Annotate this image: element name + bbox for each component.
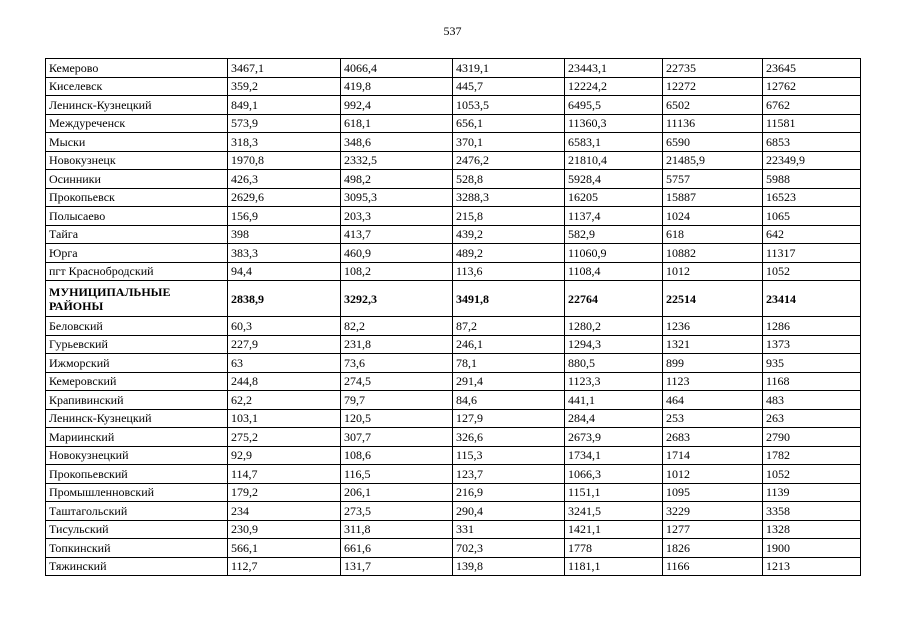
territory-name-cell: Ижморский: [46, 354, 228, 373]
value-cell: 573,9: [228, 114, 341, 133]
value-cell: 16523: [763, 188, 861, 207]
value-cell: 3229: [663, 502, 763, 521]
value-cell: 1782: [763, 446, 861, 465]
table-row: [46, 262, 861, 281]
value-cell: 11317: [763, 244, 861, 263]
territory-name-cell: Тяжинский: [46, 557, 228, 576]
territory-name-cell: Новокузнецк: [46, 151, 228, 170]
territory-name-cell: Осинники: [46, 170, 228, 189]
value-cell: 113,6: [453, 262, 565, 281]
table-row: [46, 483, 861, 502]
value-cell: 464: [663, 391, 763, 410]
value-cell: 441,1: [565, 391, 663, 410]
territory-name-cell: Прокопьевск: [46, 188, 228, 207]
value-cell: 87,2: [453, 317, 565, 336]
value-cell: 2476,2: [453, 151, 565, 170]
value-cell: 383,3: [228, 244, 341, 263]
value-cell: 1321: [663, 335, 763, 354]
value-cell: 1065: [763, 207, 861, 226]
value-cell: 11360,3: [565, 114, 663, 133]
value-cell: 5928,4: [565, 170, 663, 189]
value-cell: 231,8: [341, 335, 453, 354]
value-cell: 1139: [763, 483, 861, 502]
table-row: [46, 539, 861, 558]
value-cell: 2673,9: [565, 428, 663, 447]
value-cell: 291,4: [453, 372, 565, 391]
value-cell: 359,2: [228, 77, 341, 96]
value-cell: 1714: [663, 446, 763, 465]
value-cell: 4066,4: [341, 59, 453, 78]
table-row: [46, 335, 861, 354]
value-cell: 1778: [565, 539, 663, 558]
value-cell: 370,1: [453, 133, 565, 152]
table-row: [46, 170, 861, 189]
value-cell: 1970,8: [228, 151, 341, 170]
value-cell: 460,9: [341, 244, 453, 263]
table-row: [46, 77, 861, 96]
table-row: [46, 317, 861, 336]
value-cell: 2838,9: [228, 281, 341, 317]
value-cell: 1213: [763, 557, 861, 576]
value-cell: 112,7: [228, 557, 341, 576]
value-cell: 1236: [663, 317, 763, 336]
value-cell: 1123,3: [565, 372, 663, 391]
value-cell: 263: [763, 409, 861, 428]
table-row: [46, 207, 861, 226]
data-table: [45, 58, 861, 576]
table-row: [46, 391, 861, 410]
territory-name-cell: Прокопьевский: [46, 465, 228, 484]
value-cell: 1373: [763, 335, 861, 354]
value-cell: 3358: [763, 502, 861, 521]
value-cell: 227,9: [228, 335, 341, 354]
value-cell: 120,5: [341, 409, 453, 428]
value-cell: 6853: [763, 133, 861, 152]
value-cell: 331: [453, 520, 565, 539]
value-cell: 139,8: [453, 557, 565, 576]
value-cell: 1277: [663, 520, 763, 539]
table-row: [46, 133, 861, 152]
territory-name-cell: Ленинск-Кузнецкий: [46, 96, 228, 115]
table-row: [46, 225, 861, 244]
value-cell: 439,2: [453, 225, 565, 244]
territory-name-cell: Гурьевский: [46, 335, 228, 354]
value-cell: 413,7: [341, 225, 453, 244]
value-cell: 273,5: [341, 502, 453, 521]
table-row: [46, 557, 861, 576]
value-cell: 22764: [565, 281, 663, 317]
value-cell: 1168: [763, 372, 861, 391]
territory-name-cell: Ленинск-Кузнецкий: [46, 409, 228, 428]
value-cell: 234: [228, 502, 341, 521]
value-cell: 1052: [763, 465, 861, 484]
value-cell: 10882: [663, 244, 763, 263]
value-cell: 935: [763, 354, 861, 373]
value-cell: 1151,1: [565, 483, 663, 502]
table-row: [46, 446, 861, 465]
value-cell: 11581: [763, 114, 861, 133]
value-cell: 3241,5: [565, 502, 663, 521]
value-cell: 216,9: [453, 483, 565, 502]
value-cell: 582,9: [565, 225, 663, 244]
value-cell: 1052: [763, 262, 861, 281]
value-cell: 2683: [663, 428, 763, 447]
value-cell: 992,4: [341, 96, 453, 115]
value-cell: 1286: [763, 317, 861, 336]
value-cell: 6762: [763, 96, 861, 115]
value-cell: 849,1: [228, 96, 341, 115]
value-cell: 62,2: [228, 391, 341, 410]
table-row: [46, 409, 861, 428]
value-cell: 179,2: [228, 483, 341, 502]
territory-name-cell: Полысаево: [46, 207, 228, 226]
value-cell: 3288,3: [453, 188, 565, 207]
value-cell: 16205: [565, 188, 663, 207]
value-cell: 661,6: [341, 539, 453, 558]
value-cell: 156,9: [228, 207, 341, 226]
value-cell: 311,8: [341, 520, 453, 539]
value-cell: 21810,4: [565, 151, 663, 170]
table-row: [46, 244, 861, 263]
value-cell: 1826: [663, 539, 763, 558]
territory-name-cell: Тисульский: [46, 520, 228, 539]
value-cell: 3467,1: [228, 59, 341, 78]
territory-name-cell: Кемерово: [46, 59, 228, 78]
value-cell: 6502: [663, 96, 763, 115]
value-cell: 127,9: [453, 409, 565, 428]
territory-name-cell: Междуреченск: [46, 114, 228, 133]
value-cell: 1294,3: [565, 335, 663, 354]
value-cell: 419,8: [341, 77, 453, 96]
value-cell: 131,7: [341, 557, 453, 576]
table-row: [46, 114, 861, 133]
value-cell: 899: [663, 354, 763, 373]
value-cell: 483: [763, 391, 861, 410]
value-cell: 318,3: [228, 133, 341, 152]
table-row: [46, 520, 861, 539]
table-row: [46, 372, 861, 391]
value-cell: 23645: [763, 59, 861, 78]
value-cell: 642: [763, 225, 861, 244]
value-cell: 22735: [663, 59, 763, 78]
value-cell: 73,6: [341, 354, 453, 373]
value-cell: 1108,4: [565, 262, 663, 281]
value-cell: 2629,6: [228, 188, 341, 207]
value-cell: 702,3: [453, 539, 565, 558]
value-cell: 12762: [763, 77, 861, 96]
value-cell: 246,1: [453, 335, 565, 354]
value-cell: 6590: [663, 133, 763, 152]
value-cell: 1734,1: [565, 446, 663, 465]
value-cell: 12224,2: [565, 77, 663, 96]
table-row: [46, 354, 861, 373]
territory-name-cell: Кемеровский: [46, 372, 228, 391]
value-cell: 215,8: [453, 207, 565, 226]
table-row: [46, 59, 861, 78]
value-cell: 23414: [763, 281, 861, 317]
territory-name-cell: Тайга: [46, 225, 228, 244]
value-cell: 108,2: [341, 262, 453, 281]
value-cell: 82,2: [341, 317, 453, 336]
value-cell: 1012: [663, 465, 763, 484]
territory-name-cell: Юрга: [46, 244, 228, 263]
territory-name-cell: Киселевск: [46, 77, 228, 96]
value-cell: 1900: [763, 539, 861, 558]
value-cell: 2332,5: [341, 151, 453, 170]
value-cell: 79,7: [341, 391, 453, 410]
value-cell: 618: [663, 225, 763, 244]
table-row: [46, 465, 861, 484]
value-cell: 23443,1: [565, 59, 663, 78]
territory-name-cell: Крапивинский: [46, 391, 228, 410]
value-cell: 275,2: [228, 428, 341, 447]
value-cell: 15887: [663, 188, 763, 207]
table-row: [46, 188, 861, 207]
value-cell: 2790: [763, 428, 861, 447]
value-cell: 274,5: [341, 372, 453, 391]
territory-name-cell: Топкинский: [46, 539, 228, 558]
value-cell: 6583,1: [565, 133, 663, 152]
table-row: [46, 428, 861, 447]
territory-name-cell: пгт Краснобродский: [46, 262, 228, 281]
value-cell: 92,9: [228, 446, 341, 465]
value-cell: 489,2: [453, 244, 565, 263]
territory-name-cell: Мыски: [46, 133, 228, 152]
value-cell: 528,8: [453, 170, 565, 189]
value-cell: 114,7: [228, 465, 341, 484]
value-cell: 3491,8: [453, 281, 565, 317]
value-cell: 22514: [663, 281, 763, 317]
value-cell: 1123: [663, 372, 763, 391]
value-cell: 348,6: [341, 133, 453, 152]
territory-name-cell: Промышленновский: [46, 483, 228, 502]
value-cell: 84,6: [453, 391, 565, 410]
value-cell: 284,4: [565, 409, 663, 428]
value-cell: 63: [228, 354, 341, 373]
value-cell: 78,1: [453, 354, 565, 373]
value-cell: 108,6: [341, 446, 453, 465]
table-row-section-total: [46, 281, 861, 317]
value-cell: 880,5: [565, 354, 663, 373]
value-cell: 445,7: [453, 77, 565, 96]
territory-name-cell: Мариинский: [46, 428, 228, 447]
value-cell: 94,4: [228, 262, 341, 281]
value-cell: 244,8: [228, 372, 341, 391]
value-cell: 6495,5: [565, 96, 663, 115]
value-cell: 103,1: [228, 409, 341, 428]
value-cell: 3095,3: [341, 188, 453, 207]
value-cell: 326,6: [453, 428, 565, 447]
value-cell: 11060,9: [565, 244, 663, 263]
table-row: [46, 96, 861, 115]
value-cell: 307,7: [341, 428, 453, 447]
value-cell: 1137,4: [565, 207, 663, 226]
value-cell: 656,1: [453, 114, 565, 133]
table-body: [46, 59, 861, 576]
value-cell: 498,2: [341, 170, 453, 189]
value-cell: 203,3: [341, 207, 453, 226]
value-cell: 1095: [663, 483, 763, 502]
value-cell: 22349,9: [763, 151, 861, 170]
value-cell: 11136: [663, 114, 763, 133]
value-cell: 1166: [663, 557, 763, 576]
territory-name-cell: Новокузнецкий: [46, 446, 228, 465]
value-cell: 12272: [663, 77, 763, 96]
value-cell: 123,7: [453, 465, 565, 484]
value-cell: 1328: [763, 520, 861, 539]
value-cell: 1053,5: [453, 96, 565, 115]
value-cell: 230,9: [228, 520, 341, 539]
value-cell: 60,3: [228, 317, 341, 336]
value-cell: 206,1: [341, 483, 453, 502]
value-cell: 618,1: [341, 114, 453, 133]
value-cell: 1066,3: [565, 465, 663, 484]
value-cell: 398: [228, 225, 341, 244]
value-cell: 1012: [663, 262, 763, 281]
territory-name-cell: Беловский: [46, 317, 228, 336]
value-cell: 1181,1: [565, 557, 663, 576]
table-row: [46, 151, 861, 170]
value-cell: 5757: [663, 170, 763, 189]
value-cell: 253: [663, 409, 763, 428]
table-row: [46, 502, 861, 521]
territory-name-cell: Таштагольский: [46, 502, 228, 521]
value-cell: 3292,3: [341, 281, 453, 317]
value-cell: 4319,1: [453, 59, 565, 78]
territory-name-cell: МУНИЦИПАЛЬНЫЕ РАЙОНЫ: [46, 281, 228, 317]
value-cell: 1280,2: [565, 317, 663, 336]
value-cell: 566,1: [228, 539, 341, 558]
value-cell: 1421,1: [565, 520, 663, 539]
value-cell: 426,3: [228, 170, 341, 189]
page-number: 537: [443, 24, 462, 38]
value-cell: 21485,9: [663, 151, 763, 170]
value-cell: 1024: [663, 207, 763, 226]
value-cell: 115,3: [453, 446, 565, 465]
value-cell: 290,4: [453, 502, 565, 521]
value-cell: 5988: [763, 170, 861, 189]
value-cell: 116,5: [341, 465, 453, 484]
